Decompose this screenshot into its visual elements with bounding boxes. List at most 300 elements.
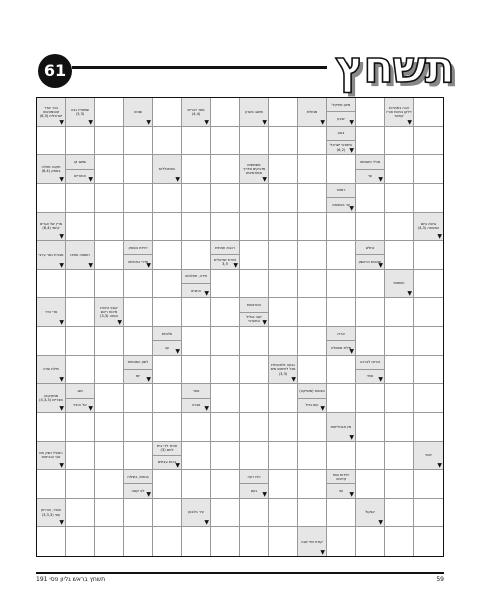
answer-cell[interactable] (414, 98, 443, 127)
answer-cell[interactable] (66, 527, 95, 556)
answer-cell[interactable] (385, 155, 414, 184)
answer-cell[interactable] (124, 327, 153, 356)
answer-cell[interactable] (95, 98, 124, 127)
clue-cell (124, 470, 153, 499)
answer-cell[interactable] (356, 270, 385, 299)
arrow-down-icon: ▼ (146, 118, 151, 126)
answer-cell[interactable] (414, 298, 443, 327)
answer-cell[interactable] (153, 470, 182, 499)
clue-text: זמרת ישראלית 3,5 (211, 254, 239, 268)
arrow-down-icon: ▼ (349, 204, 354, 212)
answer-cell[interactable] (66, 470, 95, 499)
answer-cell[interactable] (66, 356, 95, 385)
arrow-down-icon: ▼ (291, 376, 296, 384)
arrow-down-icon: ▼ (88, 404, 93, 412)
answer-cell[interactable] (385, 298, 414, 327)
clue-text: רוח רעה (247, 474, 261, 479)
answer-cell[interactable] (66, 442, 95, 471)
answer-cell[interactable] (182, 213, 211, 242)
answer-cell[interactable] (356, 442, 385, 471)
answer-cell[interactable] (385, 213, 414, 242)
header-rule (72, 66, 327, 69)
answer-cell[interactable] (269, 527, 298, 556)
clue-text: רכבת תחתית (215, 245, 235, 250)
answer-cell[interactable] (327, 527, 356, 556)
clue-cell (37, 155, 66, 184)
answer-cell[interactable] (385, 127, 414, 156)
answer-cell[interactable] (298, 241, 327, 270)
answer-cell[interactable] (211, 270, 240, 299)
answer-cell[interactable] (182, 298, 211, 327)
clue-text: חדרי באודמה (124, 254, 152, 268)
clue-text: עד (356, 169, 384, 183)
answer-cell[interactable] (240, 499, 269, 528)
arrow-down-icon: ▼ (204, 118, 209, 126)
clue-text: לא קשה (124, 483, 152, 497)
clue-text: בגחות, בשלוה (127, 474, 149, 479)
arrow-down-icon: ▼ (349, 490, 354, 498)
arrow-down-icon: ▼ (88, 175, 93, 183)
answer-cell[interactable] (37, 413, 66, 442)
answer-cell[interactable] (153, 527, 182, 556)
answer-cell[interactable] (153, 356, 182, 385)
answer-cell[interactable] (327, 213, 356, 242)
arrow-down-icon: ▼ (59, 175, 64, 183)
answer-cell[interactable] (240, 527, 269, 556)
answer-cell[interactable] (124, 184, 153, 213)
answer-cell[interactable] (414, 155, 443, 184)
answer-cell[interactable] (211, 213, 240, 242)
clue-text: מכלי השחמט (359, 159, 381, 164)
answer-cell[interactable] (211, 470, 240, 499)
answer-cell[interactable] (240, 442, 269, 471)
clue-cell (37, 298, 66, 327)
answer-cell[interactable] (414, 499, 443, 528)
answer-cell[interactable] (269, 270, 298, 299)
clue-text: שוטה (133, 109, 143, 114)
answer-cell[interactable] (124, 270, 153, 299)
answer-cell[interactable] (153, 98, 182, 127)
answer-cell[interactable] (182, 356, 211, 385)
clue-cell (66, 384, 95, 413)
answer-cell[interactable] (211, 527, 240, 556)
answer-cell[interactable] (269, 470, 298, 499)
clue-text: פחד (356, 369, 384, 383)
answer-cell[interactable] (298, 499, 327, 528)
answer-cell[interactable] (211, 499, 240, 528)
answer-cell[interactable] (95, 527, 124, 556)
clue-text: אחוריים (66, 169, 94, 183)
answer-cell[interactable] (124, 155, 153, 184)
page-footer (36, 572, 444, 590)
answer-cell[interactable] (327, 298, 356, 327)
answer-cell[interactable] (153, 270, 182, 299)
answer-cell[interactable] (298, 270, 327, 299)
answer-cell[interactable] (414, 470, 443, 499)
answer-cell[interactable] (356, 184, 385, 213)
answer-cell[interactable] (95, 384, 124, 413)
clue-text: יחידת הספק (128, 245, 148, 250)
answer-cell[interactable] (240, 127, 269, 156)
answer-cell[interactable] (269, 413, 298, 442)
answer-cell[interactable] (356, 470, 385, 499)
answer-cell[interactable] (298, 127, 327, 156)
clue-text: אותר לדי בית לחם (3) (156, 443, 178, 453)
puzzle-header (24, 36, 460, 96)
clue-cell (37, 499, 66, 528)
answer-cell[interactable] (95, 356, 124, 385)
answer-cell[interactable] (356, 98, 385, 127)
clue-cell (182, 98, 211, 127)
answer-cell[interactable] (153, 213, 182, 242)
answer-cell[interactable] (211, 384, 240, 413)
answer-cell[interactable] (385, 327, 414, 356)
clue-text: מין אבטליתות (330, 424, 352, 429)
clue-cell (66, 155, 95, 184)
puzzle-title: תשחץ (335, 42, 454, 93)
clue-text: התביא (182, 283, 210, 297)
answer-cell[interactable] (153, 184, 182, 213)
answer-cell[interactable] (356, 527, 385, 556)
clue-cell (37, 98, 66, 127)
answer-cell[interactable] (182, 327, 211, 356)
answer-cell[interactable] (95, 499, 124, 528)
clue-cell (124, 356, 153, 385)
answer-cell[interactable] (327, 241, 356, 270)
answer-cell[interactable] (356, 327, 385, 356)
answer-cell[interactable] (153, 127, 182, 156)
arrow-down-icon: ▼ (59, 233, 64, 241)
arrow-down-icon: ▼ (59, 118, 64, 126)
arrow-down-icon: ▼ (59, 519, 64, 527)
answer-cell[interactable] (182, 413, 211, 442)
answer-cell[interactable] (414, 270, 443, 299)
clue-cell (356, 155, 385, 184)
answer-cell[interactable] (182, 470, 211, 499)
answer-cell[interactable] (37, 270, 66, 299)
answer-cell[interactable] (298, 184, 327, 213)
answer-cell[interactable] (385, 184, 414, 213)
answer-cell[interactable] (95, 442, 124, 471)
answer-cell[interactable] (153, 499, 182, 528)
arrow-down-icon: ▼ (175, 462, 180, 470)
clue-text: בצונות (מוסיקה) (299, 388, 325, 393)
answer-cell[interactable] (37, 127, 66, 156)
answer-cell[interactable] (66, 413, 95, 442)
arrow-down-icon: ▼ (437, 233, 442, 241)
answer-cell[interactable] (95, 241, 124, 270)
clue-cell (66, 98, 95, 127)
clue-text: תנופות הראשון (356, 254, 384, 268)
answer-cell[interactable] (37, 327, 66, 356)
answer-cell[interactable] (240, 413, 269, 442)
arrow-down-icon: ▼ (204, 290, 209, 298)
answer-cell[interactable] (240, 213, 269, 242)
answer-cell[interactable] (269, 499, 298, 528)
arrow-down-icon: ▼ (175, 347, 180, 355)
answer-cell[interactable] (211, 184, 240, 213)
clue-text: יומ (124, 369, 152, 383)
clue-text: יונסי (425, 453, 432, 458)
answer-cell[interactable] (95, 327, 124, 356)
answer-cell[interactable] (66, 298, 95, 327)
answer-cell[interactable] (327, 499, 356, 528)
clue-text: אל הזבזי (66, 398, 94, 412)
answer-cell[interactable] (385, 241, 414, 270)
footer-credit: תשחץ בראש גליון פסי 191 (36, 576, 106, 583)
answer-cell[interactable] (211, 127, 240, 156)
clue-text: מרץ של אגריס קיומי (8,4) (39, 222, 63, 231)
answer-cell[interactable] (327, 442, 356, 471)
answer-cell[interactable] (153, 298, 182, 327)
answer-cell[interactable] (298, 327, 327, 356)
answer-cell[interactable] (153, 241, 182, 270)
clue-cell (327, 127, 356, 156)
answer-cell[interactable] (298, 213, 327, 242)
arrow-down-icon: ▼ (117, 319, 122, 326)
answer-cell[interactable] (356, 298, 385, 327)
answer-cell[interactable] (124, 499, 153, 528)
clue-text: נחלש (365, 245, 375, 250)
clue-text: עיר בלבנון (188, 510, 204, 515)
answer-cell[interactable] (298, 413, 327, 442)
answer-cell[interactable] (95, 127, 124, 156)
answer-cell[interactable] (269, 298, 298, 327)
clue-text: שמחדיו גבה (3,3) (70, 107, 90, 116)
clue-text: כעס (240, 483, 268, 497)
answer-cell[interactable] (385, 384, 414, 413)
answer-cell[interactable] (124, 213, 153, 242)
clue-cell (327, 184, 356, 213)
answer-cell[interactable] (298, 356, 327, 385)
clue-text: פאר (192, 388, 200, 393)
clue-text: לשון הפטמות (127, 360, 149, 365)
answer-cell[interactable] (95, 155, 124, 184)
answer-cell[interactable] (414, 527, 443, 556)
answer-cell[interactable] (211, 98, 240, 127)
clue-text: ספר דברים (4,4) (187, 107, 205, 116)
arrow-down-icon: ▼ (349, 433, 354, 441)
clue-cell (37, 241, 66, 270)
arrow-down-icon: ▼ (407, 118, 412, 126)
answer-cell[interactable] (298, 470, 327, 499)
answer-cell[interactable] (211, 413, 240, 442)
clue-text: מינון מוזיקלי (331, 102, 351, 107)
answer-cell[interactable] (95, 270, 124, 299)
clue-text: זוכה בתחרות דלקן בחוות אורז קחשר (386, 105, 412, 118)
clue-text: עד באוזומה (327, 197, 355, 211)
answer-cell[interactable] (385, 499, 414, 528)
answer-cell[interactable] (240, 270, 269, 299)
arrow-down-icon: ▼ (88, 261, 93, 269)
arrow-down-icon: ▼ (378, 376, 383, 384)
answer-cell[interactable] (269, 442, 298, 471)
clue-cell (356, 499, 385, 528)
answer-cell[interactable] (66, 499, 95, 528)
clue-cell (327, 413, 356, 442)
answer-cell[interactable] (124, 127, 153, 156)
answer-cell[interactable] (95, 470, 124, 499)
clue-text: מילת משאלה (327, 340, 355, 354)
footer-rule (36, 572, 444, 574)
answer-cell[interactable] (269, 384, 298, 413)
answer-cell[interactable] (211, 356, 240, 385)
clue-text: חידה, תעלומה (184, 274, 208, 279)
answer-cell[interactable] (211, 155, 240, 184)
clue-text: חומצה אמינו (70, 252, 90, 257)
clue-cell (124, 98, 153, 127)
answer-cell[interactable] (124, 442, 153, 471)
answer-cell[interactable] (269, 327, 298, 356)
arrow-down-icon: ▼ (204, 519, 209, 527)
answer-cell[interactable] (414, 127, 443, 156)
clue-cell (356, 241, 385, 270)
answer-cell[interactable] (414, 356, 443, 385)
clue-text: עני (327, 483, 355, 497)
clue-text: אברה (182, 398, 210, 412)
clue-text: בכר שדר קוסמונאוט ישראלית (6,3) (39, 105, 63, 118)
clue-text: מנג (77, 388, 83, 393)
arrow-down-icon: ▼ (59, 376, 64, 384)
answer-cell[interactable] (66, 213, 95, 242)
answer-cell[interactable] (327, 155, 356, 184)
answer-cell[interactable] (240, 327, 269, 356)
answer-cell[interactable] (327, 356, 356, 385)
answer-cell[interactable] (37, 527, 66, 556)
answer-cell[interactable] (269, 184, 298, 213)
clue-cell (153, 327, 182, 356)
arrow-down-icon: ▼ (59, 261, 64, 269)
arrow-down-icon: ▼ (320, 118, 325, 126)
clue-cell (327, 327, 356, 356)
answer-cell[interactable] (385, 413, 414, 442)
clue-text: משמשים מדבקים מדריך סמורמאים (242, 162, 266, 176)
clue-cell (182, 270, 211, 299)
answer-cell[interactable] (298, 442, 327, 471)
answer-cell[interactable] (153, 384, 182, 413)
arrow-down-icon: ▼ (320, 404, 325, 412)
answer-cell[interactable] (182, 442, 211, 471)
answer-cell[interactable] (240, 241, 269, 270)
clue-text: שושנ קו (73, 159, 87, 164)
clue-text: יחידות נסח קדומה (332, 472, 350, 481)
answer-cell[interactable] (37, 184, 66, 213)
answer-cell[interactable] (327, 384, 356, 413)
answer-cell[interactable] (269, 98, 298, 127)
clue-cell (37, 442, 66, 471)
answer-cell[interactable] (240, 384, 269, 413)
answer-cell[interactable] (414, 413, 443, 442)
clue-cell (240, 98, 269, 127)
clue-text: תקנה מזולה בספק (6,4) (41, 164, 61, 174)
arrow-down-icon: ▼ (378, 519, 383, 527)
arrow-down-icon: ▼ (378, 175, 383, 183)
answer-cell[interactable] (37, 470, 66, 499)
clue-cell (414, 213, 443, 242)
clue-text: מושב בשרון (245, 109, 263, 114)
answer-cell[interactable] (269, 127, 298, 156)
answer-cell[interactable] (182, 155, 211, 184)
answer-cell[interactable] (269, 155, 298, 184)
answer-cell[interactable] (124, 527, 153, 556)
answer-cell[interactable] (182, 127, 211, 156)
answer-cell[interactable] (356, 213, 385, 242)
answer-cell[interactable] (269, 213, 298, 242)
answer-cell[interactable] (66, 327, 95, 356)
answer-cell[interactable] (414, 184, 443, 213)
clue-cell (298, 98, 327, 127)
clue-text: אריה (337, 331, 345, 336)
answer-cell[interactable] (66, 184, 95, 213)
answer-cell[interactable] (414, 327, 443, 356)
clue-text: מנחלת (306, 109, 318, 114)
answer-cell[interactable] (95, 413, 124, 442)
answer-cell[interactable] (95, 213, 124, 242)
clue-text: הוסר, הורחק עוני (3,3,3) (40, 508, 62, 517)
answer-cell[interactable] (153, 413, 182, 442)
clue-cell (385, 270, 414, 299)
arrow-down-icon: ▼ (146, 490, 151, 498)
answer-cell[interactable] (124, 384, 153, 413)
answer-cell[interactable] (66, 270, 95, 299)
clue-cell (298, 527, 327, 556)
arrow-down-icon: ▼ (204, 404, 209, 412)
arrow-down-icon: ▼ (59, 462, 64, 470)
answer-cell[interactable] (298, 298, 327, 327)
answer-cell[interactable] (240, 356, 269, 385)
answer-cell[interactable] (356, 127, 385, 156)
answer-cell[interactable] (356, 384, 385, 413)
answer-cell[interactable] (211, 298, 240, 327)
arrow-down-icon: ▼ (262, 319, 267, 326)
answer-cell[interactable] (124, 413, 153, 442)
clue-text: פלנוזת (161, 331, 173, 336)
arrow-down-icon: ▼ (146, 376, 151, 384)
arrow-down-icon: ▼ (59, 404, 64, 412)
answer-cell[interactable] (414, 384, 443, 413)
answer-cell[interactable] (298, 155, 327, 184)
answer-cell[interactable] (66, 127, 95, 156)
answer-cell[interactable] (240, 184, 269, 213)
arrow-down-icon: ▼ (262, 118, 267, 126)
answer-cell[interactable] (211, 327, 240, 356)
answer-cell[interactable] (414, 241, 443, 270)
answer-cell[interactable] (124, 298, 153, 327)
clue-text: זכרונו לברכה (359, 360, 381, 365)
answer-cell[interactable] (385, 527, 414, 556)
answer-cell[interactable] (327, 270, 356, 299)
answer-cell[interactable] (211, 442, 240, 471)
arrow-down-icon: ▼ (59, 319, 64, 326)
clue-cell (240, 155, 269, 184)
clue-cell (182, 499, 211, 528)
clue-text: עב (153, 340, 181, 354)
answer-cell[interactable] (269, 241, 298, 270)
arrow-down-icon: ▼ (320, 549, 325, 556)
answer-cell[interactable] (385, 470, 414, 499)
answer-cell[interactable] (385, 442, 414, 471)
clue-cell (269, 356, 298, 385)
answer-cell[interactable] (182, 241, 211, 270)
answer-cell[interactable] (385, 356, 414, 385)
answer-cell[interactable] (95, 184, 124, 213)
clue-cell (327, 98, 356, 127)
clue-text: קודח מדי שנה (301, 539, 323, 544)
arrow-down-icon: ▼ (349, 347, 354, 355)
answer-cell[interactable] (356, 413, 385, 442)
answer-cell[interactable] (182, 527, 211, 556)
answer-cell[interactable] (182, 184, 211, 213)
